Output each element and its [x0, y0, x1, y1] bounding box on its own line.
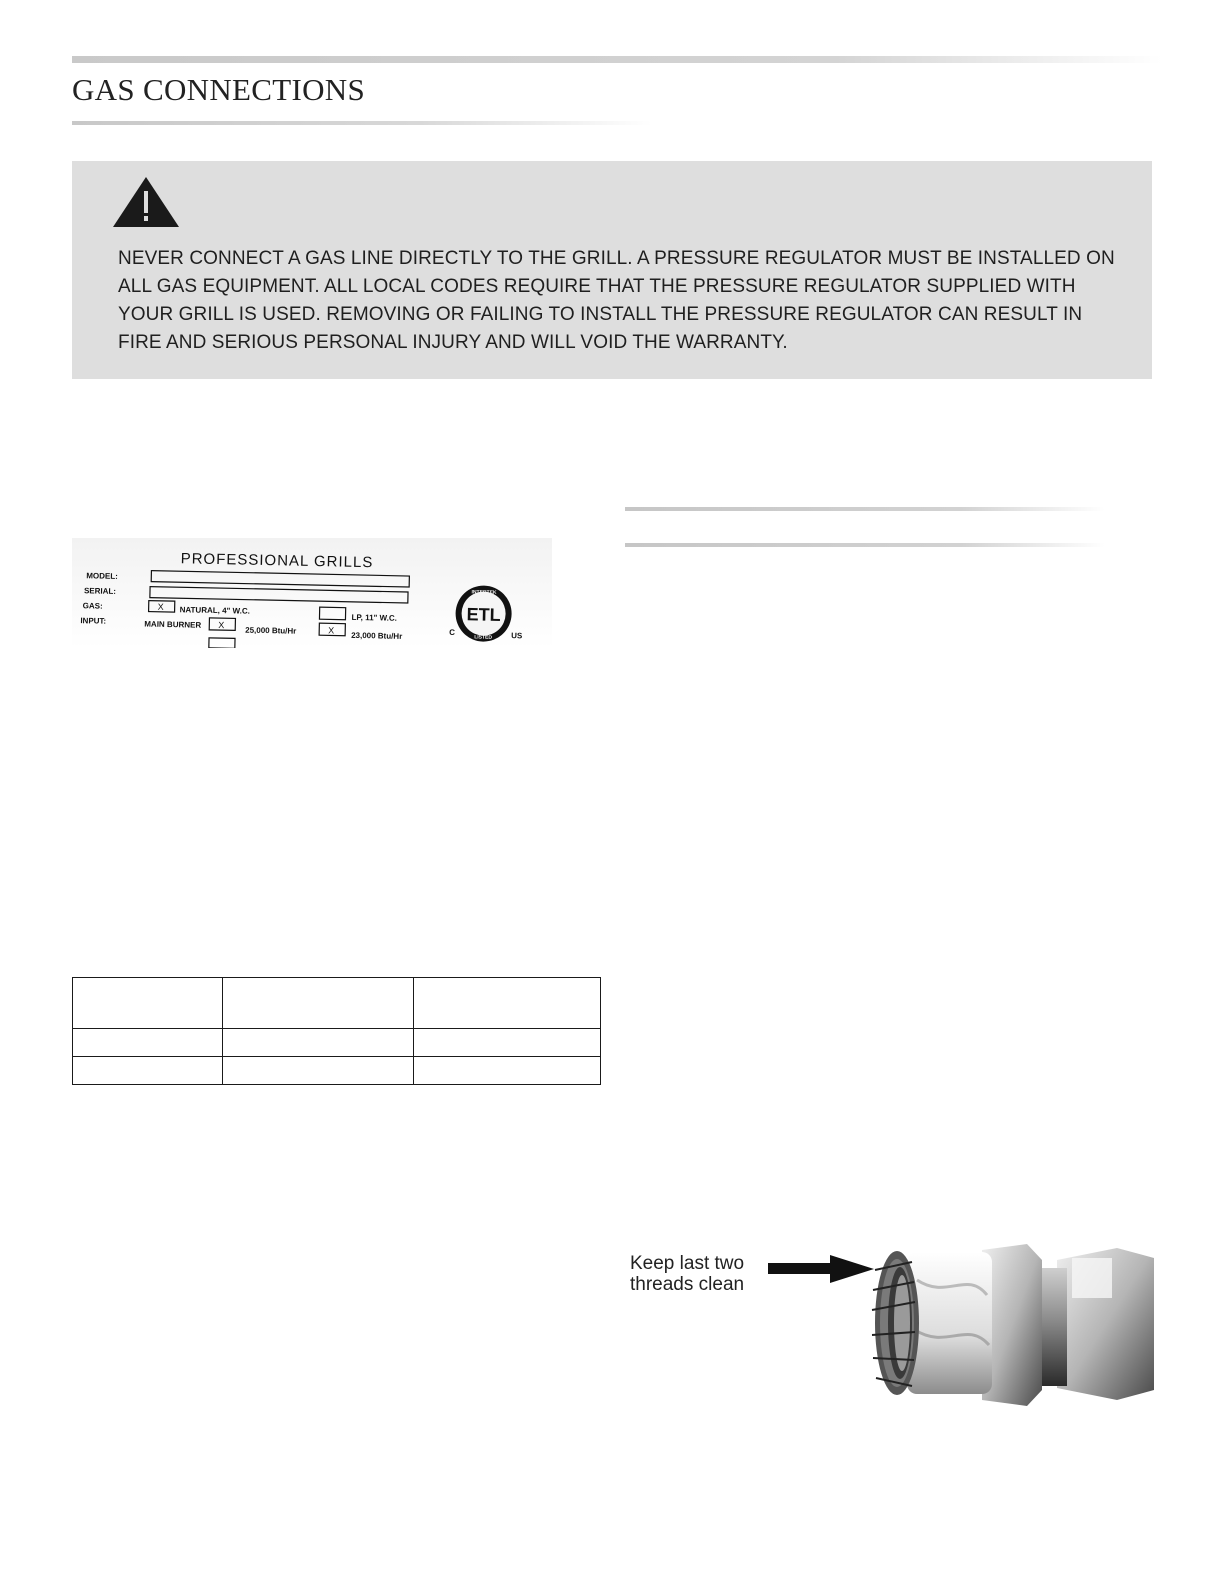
- warning-text: NEVER CONNECT A GAS LINE DIRECTLY TO THE GRILL. A PRESSURE REGULATOR MUST BE INSTALLED ON ALL GAS EQUIPMENT. ALL LOCAL CODES REQUIRE THAT THE PRESSURE REGULATOR SUPPLIED WITH YOUR GRILL IS USED. REMOVING OR FAILING TO INSTALL THE PRESSURE REGULATOR CAN RESULT IN FIRE AND SERIOUS PERSONAL INJURY AND WILL VOID THE WARRANTY.: [118, 248, 1115, 353]
- table-cell: [222, 1029, 414, 1057]
- etl-top: INTERTEK: [471, 589, 497, 596]
- table-cell: [73, 1057, 223, 1085]
- plate-label: GAS:: [82, 601, 103, 611]
- arrow-right-icon: [768, 1255, 874, 1287]
- page-title: GAS CONNECTIONS: [72, 72, 365, 107]
- table-cell: [222, 978, 414, 1029]
- plate-main-lp: 23,000 Btu/Hr: [351, 630, 403, 641]
- etl-center: ETL: [466, 604, 501, 625]
- table-cell: [414, 1057, 601, 1085]
- table-cell: [73, 1029, 223, 1057]
- section-rule: [625, 543, 1105, 547]
- plate-label: MODEL:: [86, 571, 118, 581]
- table-row: [73, 1029, 601, 1057]
- table-row: [73, 978, 601, 1029]
- top-rule: [72, 56, 1162, 63]
- etl-left: C: [449, 627, 456, 638]
- plate-heading: PROFESSIONAL GRILLS: [180, 550, 374, 572]
- plate-main-burner: MAIN BURNER: [144, 619, 202, 630]
- caption-line: Keep last two: [630, 1253, 745, 1274]
- plate-label: SERIAL:: [83, 586, 117, 596]
- plate-natural: NATURAL, 4" W.C.: [179, 605, 251, 616]
- warning-triangle-icon: [112, 176, 180, 228]
- plate-main-natural: 25,000 Btu/Hr: [245, 625, 297, 636]
- section-rule: [625, 507, 1105, 511]
- table-cell: [414, 1029, 601, 1057]
- plate-mark: X: [218, 620, 225, 631]
- plate-mark: X: [328, 625, 335, 636]
- caption-line: threads clean: [630, 1274, 745, 1295]
- table-row: [73, 1057, 601, 1085]
- table-cell: [414, 978, 601, 1029]
- figure-caption: [630, 1253, 744, 1295]
- etl-bottom: LISTED: [474, 634, 493, 641]
- table-cell: [222, 1057, 414, 1085]
- rating-plate-image: [72, 538, 552, 648]
- table-cell: [73, 978, 223, 1029]
- plate-label: INPUT:: [80, 616, 107, 626]
- etl-right: US: [511, 631, 523, 641]
- pipe-fitting-image: [867, 1240, 1154, 1406]
- spec-table: [72, 977, 601, 1085]
- plate-lp: LP, 11" W.C.: [351, 612, 398, 623]
- title-underline: [72, 121, 652, 125]
- plate-mark: X: [157, 601, 164, 612]
